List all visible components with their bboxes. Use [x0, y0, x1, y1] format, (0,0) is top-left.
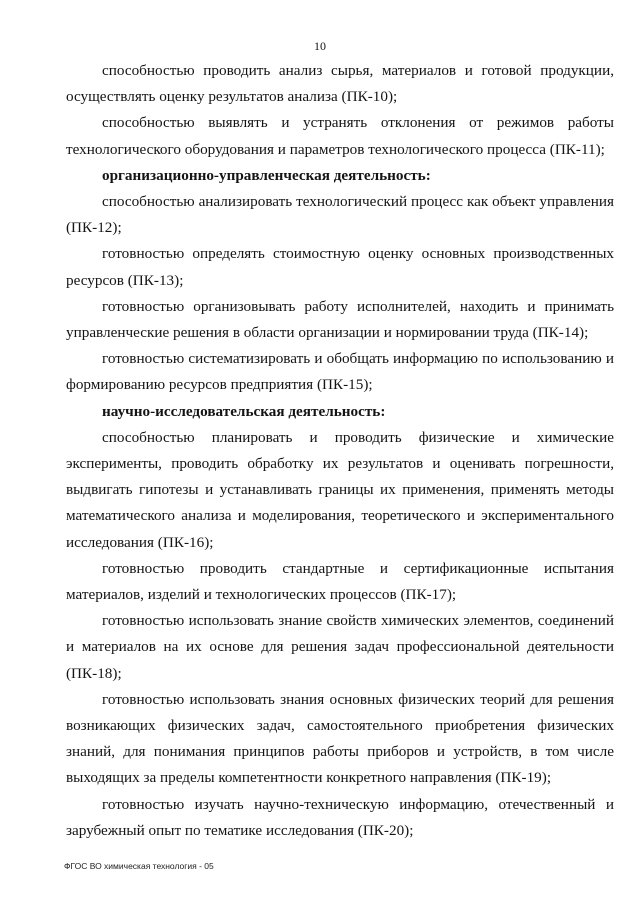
paragraph-pk-19: готовностью использовать знания основных физических теорий для решения возникающих физических задач, самостоятельного приобретения физических знаний, для понимания принципов работы приборов и устройств, в том числе выходящих за пределы компетентности конкретного направления (ПК-19); [66, 690, 614, 787]
page-footer: ФГОС ВО химическая технология - 05 [64, 861, 214, 871]
paragraph-pk-12: способностью анализировать технологический процесс как объект управления (ПК-12); [66, 193, 614, 237]
page-number: 10 [314, 39, 326, 53]
paragraph-pk-11: способностью выявлять и устранять отклонения от режимов работы технологического оборудования и параметров технологического процесса (ПК-11); [66, 114, 614, 158]
paragraph-pk-17: готовностью проводить стандартные и сертификационные испытания материалов, изделий и технологических процессов (ПК-17); [66, 559, 614, 604]
paragraph-pk-13: готовностью определять стоимостную оценку основных производственных ресурсов (ПК-13); [66, 245, 614, 289]
paragraph-pk-16: способностью планировать и проводить физические и химические эксперименты, проводить обработку их результатов и оценивать погрешности, выдвигать гипотезы и устанавливать границы их применения, применять методы математического анализа и моделирования, теоретического и экспериментального исследования (ПК-16); [66, 428, 614, 551]
document-body [66, 58, 614, 844]
paragraph-pk-18: готовностью использовать знание свойств химических элементов, соединений и материалов на их основе для решения задач профессиональной деятельности (ПК-18); [66, 612, 614, 682]
paragraph-pk-15: готовностью систематизировать и обобщать информацию по использованию и формированию ресурсов предприятия (ПК-15); [66, 350, 614, 394]
section-heading-organizational: организационно-управленческая деятельность: [102, 166, 431, 184]
paragraph-pk-10: способностью проводить анализ сырья, материалов и готовой продукции, осуществлять оценку результатов анализа (ПК-10); [66, 62, 614, 106]
paragraph-pk-14: готовностью организовывать работу исполнителей, находить и принимать управленческие решения в области организации и нормировании труда (ПК-14); [66, 297, 614, 342]
section-heading-research: научно-исследовательская деятельность: [102, 402, 386, 420]
paragraph-pk-20: готовностью изучать научно-техническую информацию, отечественный и зарубежный опыт по тематике исследования (ПК-20); [66, 795, 614, 839]
